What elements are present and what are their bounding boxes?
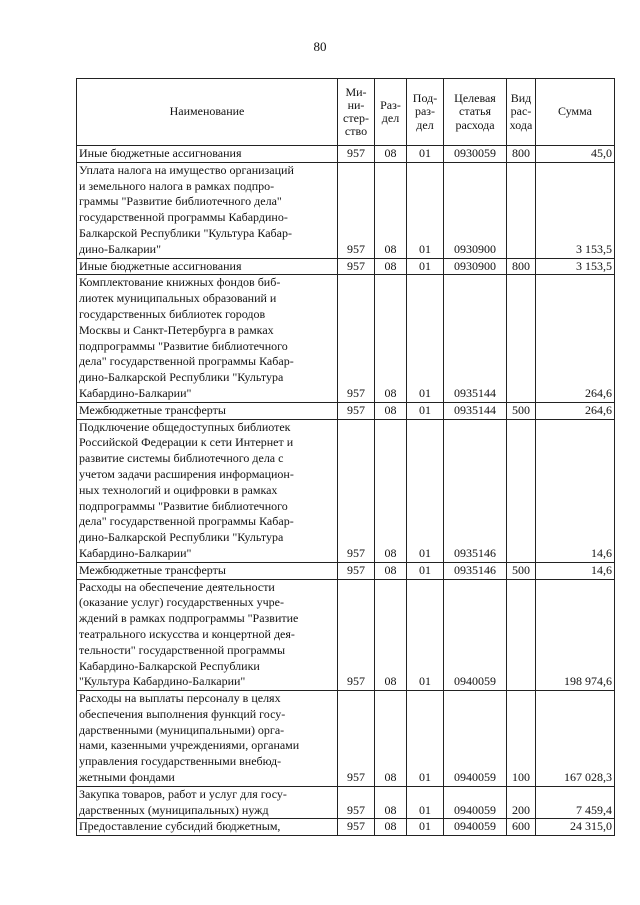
table-row xyxy=(77,258,615,275)
row-name: Закупка товаров, работ и услуг для госу- дарственных (муниципальных) нужд xyxy=(77,786,338,819)
header-sum: Сумма xyxy=(536,79,615,146)
row-sum: 14,6 xyxy=(536,562,615,579)
row-name: Межбюджетные трансферты xyxy=(77,562,338,579)
row-target: 0935146 xyxy=(444,562,507,579)
row-podrazdel: 01 xyxy=(407,402,444,419)
row-type: 500 xyxy=(507,562,536,579)
row-sum: 167 028,3 xyxy=(536,691,615,787)
row-razdel: 08 xyxy=(375,419,407,562)
row-razdel: 08 xyxy=(375,162,407,258)
row-target: 0935146 xyxy=(444,419,507,562)
header-row xyxy=(77,79,615,146)
row-podrazdel: 01 xyxy=(407,275,444,402)
table-row xyxy=(77,419,615,562)
row-razdel: 08 xyxy=(375,691,407,787)
row-name: Межбюджетные трансферты xyxy=(77,402,338,419)
header-target: Целевая статья расхода xyxy=(444,79,507,146)
row-name: Расходы на выплаты персоналу в целях обеспечения выполнения функций госу- дарственными (муниципальными) орга- нами, казенными учреждениями, органами управления государственными внебюд- жетными фондами xyxy=(77,691,338,787)
row-podrazdel: 01 xyxy=(407,162,444,258)
row-sum: 264,6 xyxy=(536,402,615,419)
row-name: Уплата налога на имущество организаций и земельного налога в рамках подпро- граммы "Развитие библиотечного дела" государственной программы Кабардино- Балкарской Республики "Культура Кабар- дино-Балкарии" xyxy=(77,162,338,258)
row-target: 0935144 xyxy=(444,275,507,402)
row-target: 0940059 xyxy=(444,819,507,836)
row-podrazdel: 01 xyxy=(407,819,444,836)
row-razdel: 08 xyxy=(375,402,407,419)
row-target: 0930059 xyxy=(444,146,507,163)
row-name: Комплектование книжных фондов биб- лиотек муниципальных образований и государственных библиотек городов Москвы и Санкт-Петербурга в рамках подпрограммы "Развитие библиотечного дела" государственной программы Кабар- дино-Балкарской Республики "Культура Кабардино-Балкарии" xyxy=(77,275,338,402)
table-row xyxy=(77,786,615,819)
header-type: Вид рас- хода xyxy=(507,79,536,146)
row-podrazdel: 01 xyxy=(407,691,444,787)
row-ministry: 957 xyxy=(338,691,375,787)
row-type: 200 xyxy=(507,786,536,819)
row-target: 0930900 xyxy=(444,258,507,275)
row-podrazdel: 01 xyxy=(407,258,444,275)
row-ministry: 957 xyxy=(338,402,375,419)
row-sum: 7 459,4 xyxy=(536,786,615,819)
row-razdel: 08 xyxy=(375,275,407,402)
row-target: 0940059 xyxy=(444,691,507,787)
row-target: 0940059 xyxy=(444,579,507,691)
row-ministry: 957 xyxy=(338,419,375,562)
row-podrazdel: 01 xyxy=(407,146,444,163)
row-ministry: 957 xyxy=(338,562,375,579)
header-razdel: Раз- дел xyxy=(375,79,407,146)
row-type xyxy=(507,162,536,258)
header-podrazdel: Под- раз- дел xyxy=(407,79,444,146)
row-ministry: 957 xyxy=(338,819,375,836)
table-row xyxy=(77,275,615,402)
page-number: 80 xyxy=(313,39,327,54)
row-type: 100 xyxy=(507,691,536,787)
row-target: 0930900 xyxy=(444,162,507,258)
table-row xyxy=(77,402,615,419)
row-type: 500 xyxy=(507,402,536,419)
row-type xyxy=(507,275,536,402)
row-name: Расходы на обеспечение деятельности (оказание услуг) государственных учре- ждений в рамках подпрограммы "Развитие театрального искусства и концертной дея- тельности" государственной программы Кабардино-Балкарской Республики "Культура Кабардино-Балкарии" xyxy=(77,579,338,691)
row-sum: 24 315,0 xyxy=(536,819,615,836)
row-ministry: 957 xyxy=(338,258,375,275)
row-podrazdel: 01 xyxy=(407,579,444,691)
row-podrazdel: 01 xyxy=(407,419,444,562)
table-row xyxy=(77,146,615,163)
row-sum: 45,0 xyxy=(536,146,615,163)
row-sum: 3 153,5 xyxy=(536,258,615,275)
row-target: 0940059 xyxy=(444,786,507,819)
row-sum: 264,6 xyxy=(536,275,615,402)
header-ministry: Ми- ни- стер- ство xyxy=(338,79,375,146)
row-ministry: 957 xyxy=(338,162,375,258)
table-row xyxy=(77,562,615,579)
row-type xyxy=(507,419,536,562)
row-razdel: 08 xyxy=(375,819,407,836)
row-razdel: 08 xyxy=(375,258,407,275)
row-ministry: 957 xyxy=(338,786,375,819)
row-razdel: 08 xyxy=(375,579,407,691)
table-row xyxy=(77,162,615,258)
row-razdel: 08 xyxy=(375,786,407,819)
table-row xyxy=(77,691,615,787)
row-razdel: 08 xyxy=(375,562,407,579)
row-type: 600 xyxy=(507,819,536,836)
budget-table xyxy=(76,78,615,836)
row-type: 800 xyxy=(507,258,536,275)
row-type xyxy=(507,579,536,691)
table-row xyxy=(77,579,615,691)
row-ministry: 957 xyxy=(338,275,375,402)
row-podrazdel: 01 xyxy=(407,562,444,579)
row-name: Предоставление субсидий бюджетным, xyxy=(77,819,338,836)
row-ministry: 957 xyxy=(338,146,375,163)
row-podrazdel: 01 xyxy=(407,786,444,819)
row-name: Иные бюджетные ассигнования xyxy=(77,146,338,163)
row-ministry: 957 xyxy=(338,579,375,691)
row-razdel: 08 xyxy=(375,146,407,163)
table-row xyxy=(77,819,615,836)
row-target: 0935144 xyxy=(444,402,507,419)
row-type: 800 xyxy=(507,146,536,163)
row-name: Иные бюджетные ассигнования xyxy=(77,258,338,275)
header-name: Наименование xyxy=(77,79,338,146)
row-sum: 14,6 xyxy=(536,419,615,562)
row-name: Подключение общедоступных библиотек Российской Федерации к сети Интернет и развитие системы библиотечного дела с учетом задачи расширения информацион- ных технологий и оцифровки в рамках подпрограммы "Развитие библиотечного дела" государственной программы Кабар- дино-Балкарской Республики "Культура Кабардино-Балкарии" xyxy=(77,419,338,562)
row-sum: 3 153,5 xyxy=(536,162,615,258)
row-sum: 198 974,6 xyxy=(536,579,615,691)
